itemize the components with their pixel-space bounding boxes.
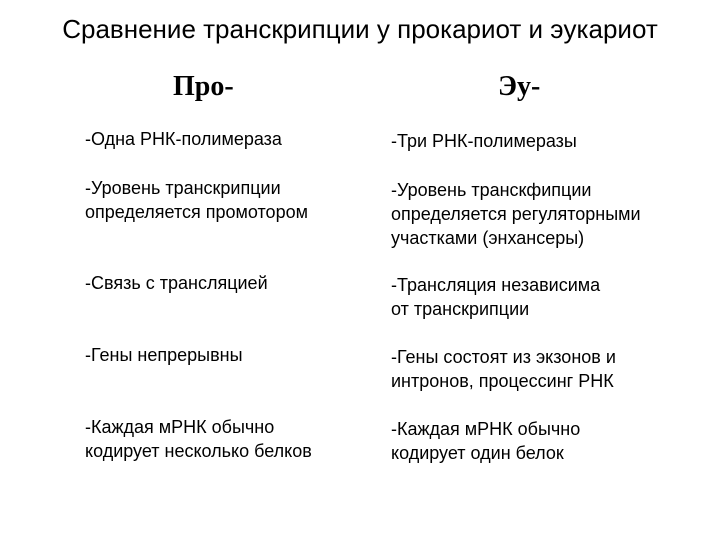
- prokaryote-row-1: -Одна РНК-полимераза: [85, 129, 282, 149]
- prokaryote-column-header: Про-: [173, 71, 234, 102]
- eukaryote-row-5: -Каждая мРНК обычно кодирует один белок: [391, 419, 581, 463]
- prokaryote-row-2: -Уровень транскрипции определяется промотором: [85, 178, 308, 222]
- prokaryote-row-5: -Каждая мРНК обычно кодирует несколько белков: [85, 417, 312, 461]
- prokaryote-row-3: -Связь с трансляцией: [85, 273, 268, 293]
- eukaryote-row-4: -Гены состоят из экзонов и интронов, процессинг РНК: [391, 347, 616, 391]
- eukaryote-row-2: -Уровень транскфипции определяется регуляторными участками (энхансеры): [391, 180, 641, 248]
- eukaryote-row-3: -Трансляция независима от транскрипции: [391, 275, 601, 319]
- prokaryote-row-4: -Гены непрерывны: [85, 345, 243, 365]
- eukaryote-row-1: -Три РНК-полимеразы: [391, 131, 577, 151]
- eukaryote-column-header: Эу-: [498, 71, 541, 102]
- slide-title: Сравнение транскрипции у прокариот и эукариот: [62, 14, 658, 44]
